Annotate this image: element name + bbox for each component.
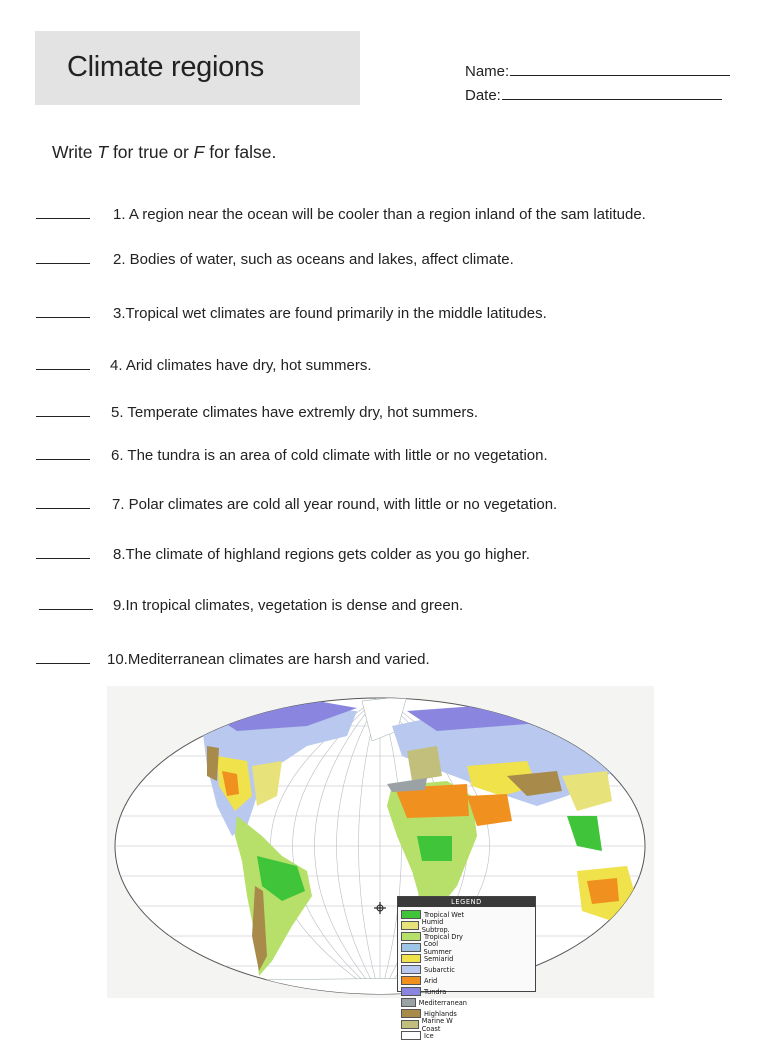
question-text: 4. Arid climates have dry, hot summers.	[110, 357, 372, 374]
date-line[interactable]	[502, 86, 722, 100]
question-row	[0, 251, 770, 275]
legend-item	[401, 997, 467, 1008]
question-text: 3.Tropical wet climates are found primarily in the middle latitudes.	[113, 305, 547, 322]
legend-item	[401, 1016, 467, 1033]
australia-arid	[587, 878, 619, 904]
legend-label: Mediterranean	[418, 998, 467, 1007]
question-text: 5. Temperate climates have extremly dry, hot summers.	[111, 404, 479, 421]
legend-title: LEGEND	[398, 897, 535, 907]
legend-swatch	[401, 932, 421, 941]
legend-label: Tropical Dry	[424, 932, 463, 941]
legend-swatch	[401, 998, 416, 1007]
legend-label: Humid Subtrop.	[421, 917, 450, 934]
legend-item	[401, 964, 467, 975]
instr-true-letter: T	[97, 142, 109, 162]
instr-part-2: for true or	[108, 142, 194, 162]
antarctica-ice	[107, 976, 654, 998]
answer-blank[interactable]	[36, 459, 90, 460]
legend-item	[401, 986, 467, 997]
legend-item	[401, 1030, 467, 1041]
instructions	[52, 142, 276, 163]
question-text: 10.Mediterranean climates are harsh and varied.	[107, 651, 430, 668]
question-row	[0, 651, 770, 675]
question-row	[0, 447, 770, 471]
africa-wet	[417, 836, 452, 861]
legend-label: Arid	[424, 976, 438, 985]
legend-swatch	[401, 1020, 419, 1029]
page-title: Climate regions	[67, 51, 264, 83]
legend-label: Tropical Wet	[424, 910, 465, 919]
legend-swatch	[401, 943, 421, 952]
question-row	[0, 404, 770, 428]
date-label: Date:	[465, 87, 501, 104]
legend-label: Tundra	[424, 987, 447, 996]
legend-label: Ice	[424, 1031, 434, 1040]
legend-label: Marine W Coast	[421, 1016, 453, 1033]
legend-item	[401, 975, 467, 986]
question-text: 8.The climate of highland regions gets colder as you go higher.	[113, 546, 530, 563]
date-field[interactable]	[465, 86, 722, 104]
answer-blank[interactable]	[36, 218, 90, 219]
climate-map	[107, 686, 654, 1040]
answer-blank[interactable]	[36, 369, 90, 370]
question-text: 2. Bodies of water, such as oceans and lakes, affect climate.	[113, 251, 514, 268]
legend-item	[401, 939, 467, 956]
legend-item	[401, 917, 467, 934]
legend-grid	[398, 907, 535, 1040]
legend-label: Semiarid	[424, 954, 454, 963]
legend-label: Cool Summer	[423, 939, 452, 956]
answer-blank[interactable]	[39, 609, 93, 610]
instr-part-1: Write	[52, 142, 98, 162]
question-text: 6. The tundra is an area of cold climate with little or no vegetation.	[111, 447, 548, 464]
map-legend	[397, 896, 536, 1040]
answer-blank[interactable]	[36, 416, 90, 417]
question-row	[0, 206, 770, 230]
legend-item	[401, 953, 467, 964]
answer-blank[interactable]	[36, 317, 90, 318]
question-row	[0, 496, 770, 520]
title-box	[35, 31, 360, 105]
legend-label: Subarctic	[424, 965, 455, 974]
answer-blank[interactable]	[36, 558, 90, 559]
answer-blank[interactable]	[36, 663, 90, 664]
name-line[interactable]	[510, 62, 730, 76]
legend-swatch	[401, 921, 419, 930]
europe-marine	[407, 746, 442, 781]
legend-label: Highlands	[424, 1009, 457, 1018]
question-row	[0, 597, 770, 621]
legend-swatch	[401, 987, 421, 996]
north-america-highlands	[207, 746, 219, 781]
legend-swatch	[401, 1031, 421, 1040]
instr-false-letter: F	[193, 142, 205, 162]
legend-swatch	[401, 965, 421, 974]
question-row	[0, 357, 770, 381]
world-map-drawing	[107, 686, 654, 998]
answer-blank[interactable]	[36, 508, 90, 509]
question-text: 1. A region near the ocean will be cooler than a region inland of the sam latitude.	[113, 206, 646, 223]
question-text: 9.In tropical climates, vegetation is dense and green.	[113, 597, 464, 614]
legend-swatch	[401, 1009, 421, 1018]
question-text: 7. Polar climates are cold all year round, with little or no vegetation.	[112, 496, 558, 513]
question-row	[0, 546, 770, 570]
instr-part-3: for false.	[204, 142, 277, 162]
answer-blank[interactable]	[36, 263, 90, 264]
legend-swatch	[401, 954, 421, 963]
name-field[interactable]	[465, 62, 730, 80]
legend-swatch	[401, 976, 421, 985]
question-row	[0, 305, 770, 329]
name-label: Name:	[465, 63, 510, 80]
legend-swatch	[401, 910, 421, 919]
